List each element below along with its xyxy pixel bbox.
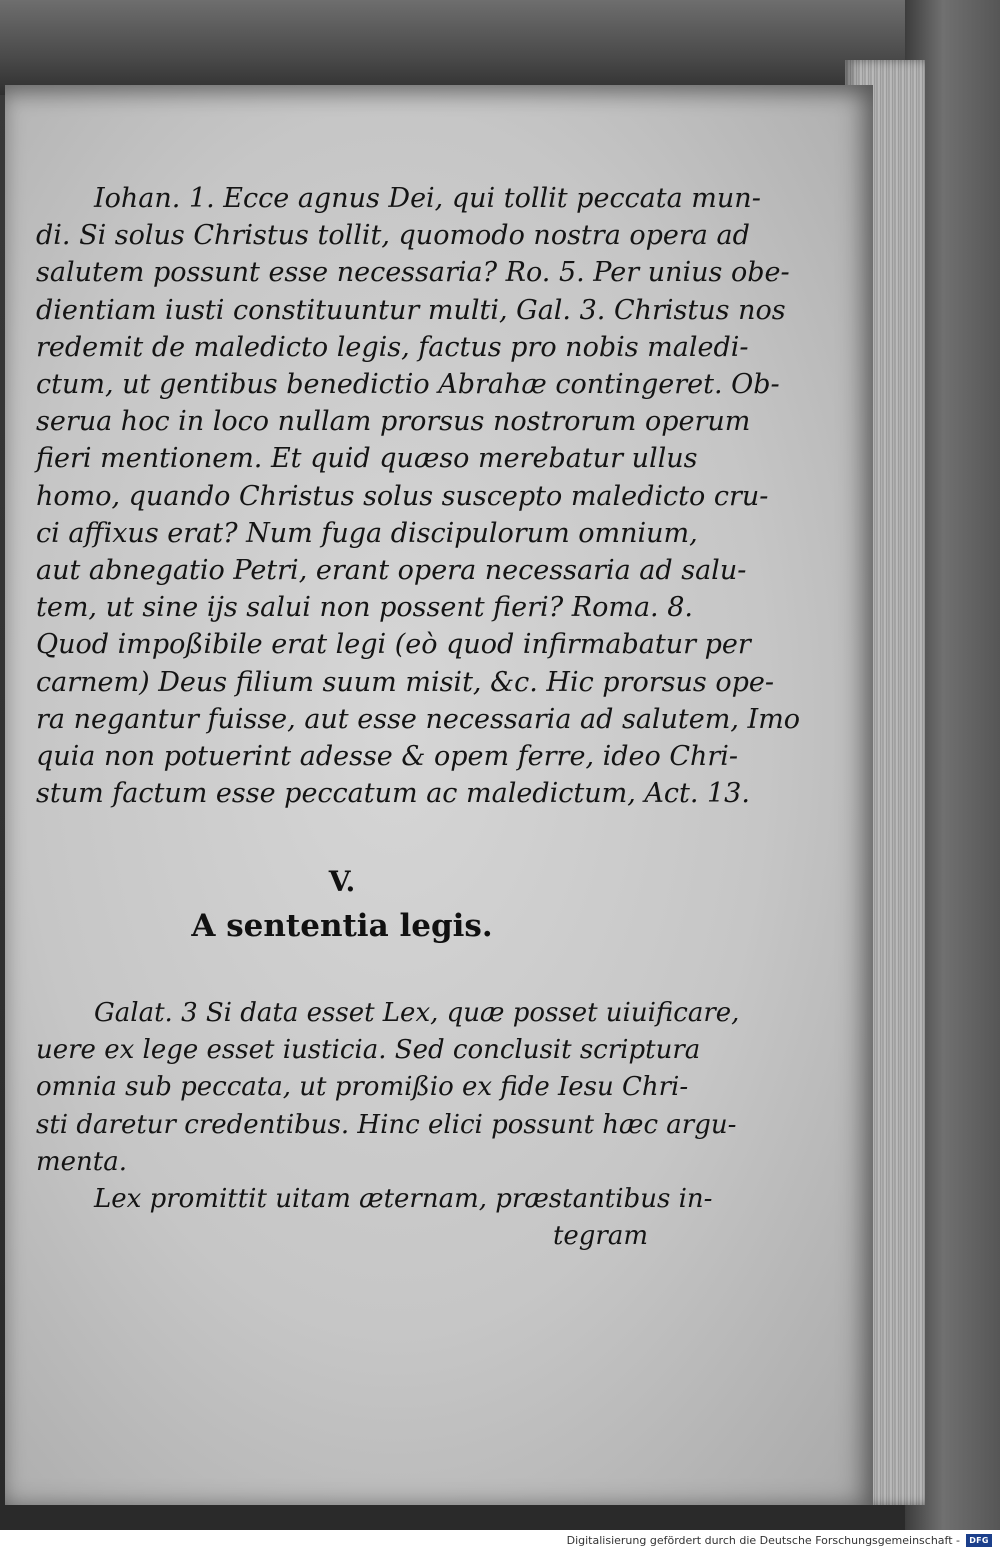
text-line: fieri mentionem. Et quid quæso merebatur ullus [36,443,698,475]
text-line: omnia sub peccata, ut promißio ex fide Iesu Chri- [36,1072,689,1103]
text-line: ci affixus erat? Num fuga discipulorum omnium, [36,517,698,549]
text-line: Iohan. 1. Ecce agnus Dei, qui tollit peccata mun- [94,183,761,214]
footer-credit: Digitalisierung gefördert durch die Deutsche Forschungsgemeinschaft - [566,1534,960,1547]
text-line: Quod impoßibile erat legi (eò quod infirmabatur per [36,629,751,661]
text-line: carnem) Deus filium suum misit, &c. Hic prorsus ope- [36,666,774,698]
text-line: salutem possunt esse necessaria? Ro. 5. Per unius obe- [36,257,790,289]
footer-bar [0,1530,1000,1551]
text-line: ra negantur fuisse, aut esse necessaria ad salutem, Imo [36,703,801,735]
text-line: Lex promittit uitam æternam, præstantibus in- [94,1184,713,1215]
dfg-logo-icon: DFG [966,1534,992,1547]
text-line: menta. [36,1146,127,1177]
text-line: aut abnegatio Petri, erant opera necessaria ad salu- [36,555,747,587]
paragraph-2 [36,995,740,1255]
catchword: tegram [552,1221,648,1252]
text-line: uere ex lege esset iusticia. Sed conclusit scriptura [36,1035,701,1066]
text-line: serua hoc in loco nullam prorsus nostrorum operum [36,406,751,438]
paragraph-1 [36,180,801,812]
section-heading [36,862,648,948]
text-line: ctum, ut gentibus benedictio Abrahæ contingeret. Ob- [36,369,780,401]
section-number: V. [328,865,356,898]
text-line: dientiam iusti constituuntur multi, Gal. 3. Christus nos [36,294,786,326]
text-line: redemit de maledicto legis, factus pro nobis maledi- [36,331,749,363]
text-line: Galat. 3 Si data esset Lex, quæ posset uiuificare, [94,998,740,1028]
text-line: quia non potuerint adesse & opem ferre, ideo Chri- [36,741,739,773]
text-line: stum factum esse peccatum ac maledictum, Act. 13. [36,778,750,810]
text-line: di. Si solus Christus tollit, quomodo nostra opera ad [36,220,750,252]
text-line: sti daretur credentibus. Hinc elici possunt hæc argu- [36,1109,737,1140]
text-line: homo, quando Christus solus suscepto maledicto cru- [36,480,769,512]
text-line: tem, ut sine ijs salui non possent fieri? Roma. 8. [36,592,693,624]
section-title: A sententia legis. [191,908,493,944]
